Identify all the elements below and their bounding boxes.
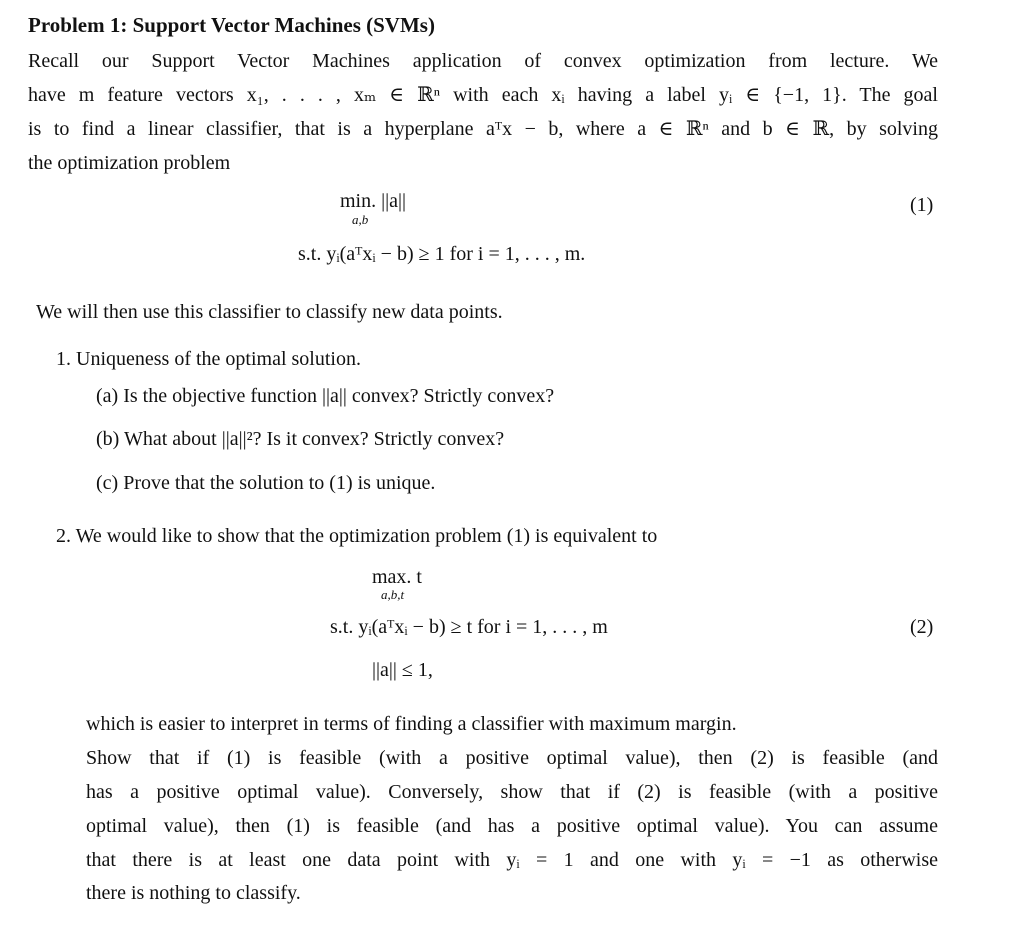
intro-line-2: have m feature vectors x₁, . . . , xₘ ∈ ℝⁿ with each xᵢ having a label yᵢ ∈ {−1, 1}. The goal [28, 84, 938, 106]
eq1-number: (1) [910, 194, 934, 216]
item1-heading: 1. Uniqueness of the optimal solution. [56, 348, 361, 370]
item2-body-line-2: Show that if (1) is feasible (with a positive optimal value), then (2) is feasible (and [86, 747, 938, 769]
item1-part-c: (c) Prove that the solution to (1) is unique. [96, 472, 436, 494]
after-eq1-text: We will then use this classifier to classify new data points. [36, 301, 503, 323]
eq2-number: (2) [910, 616, 934, 638]
item1-part-b: (b) What about ||a||²? Is it convex? Strictly convex? [96, 428, 505, 450]
eq1-constraint: s.t. yᵢ(aᵀxᵢ − b) ≥ 1 for i = 1, . . . , m. [298, 243, 586, 265]
intro-line-3: is to find a linear classifier, that is a hyperplane aᵀx − b, where a ∈ ℝⁿ and b ∈ ℝ, by solving [28, 118, 938, 140]
eq2-objective: max. t [372, 566, 422, 588]
intro-line-4: the optimization problem [28, 152, 231, 174]
problem-title: Problem 1: Support Vector Machines (SVMs) [28, 13, 435, 37]
item2-body-line-3: has a positive optimal value). Conversely, show that if (2) is feasible (with a positive [86, 781, 938, 803]
item2-body-line-5: that there is at least one data point with yᵢ = 1 and one with yᵢ = −1 as otherwise [86, 849, 938, 871]
eq1-objective: min. ||a|| [340, 190, 407, 212]
eq2-constraint-2: ||a|| ≤ 1, [372, 659, 433, 681]
item2-body-line-4: optimal value), then (1) is feasible (and has a positive optimal value). You can assume [86, 815, 938, 837]
item2-body-line-6: there is nothing to classify. [86, 882, 301, 904]
eq2-max-subscript: a,b,t [381, 587, 405, 602]
item2-body-line-1: which is easier to interpret in terms of finding a classifier with maximum margin. [86, 713, 737, 735]
item1-part-a: (a) Is the objective function ||a|| convex? Strictly convex? [96, 385, 555, 407]
eq2-constraint-1: s.t. yᵢ(aᵀxᵢ − b) ≥ t for i = 1, . . . , m [330, 616, 608, 638]
eq1-min-subscript: a,b [352, 212, 369, 227]
intro-line-1: Recall our Support Vector Machines application of convex optimization from lecture. We [28, 50, 938, 72]
item2-heading: 2. We would like to show that the optimization problem (1) is equivalent to [56, 525, 658, 547]
